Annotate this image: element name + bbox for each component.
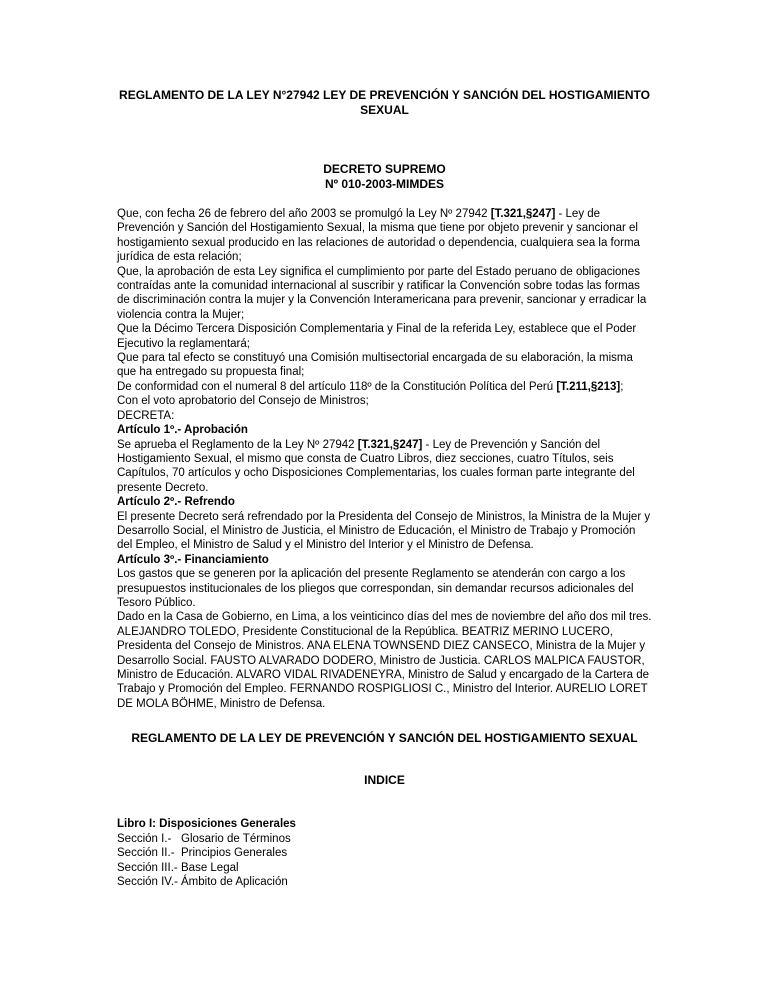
paragraph-segment: Que, con fecha 26 de febrero del año 2003 se promulgó la Ley Nº 27942 xyxy=(117,208,491,220)
decree-heading xyxy=(117,162,652,192)
paragraph xyxy=(117,409,652,423)
paragraph xyxy=(117,265,652,323)
index-entry-title: Principios Generales xyxy=(181,847,288,860)
paragraph xyxy=(117,322,652,351)
decree-line1: DECRETO SUPREMO xyxy=(323,162,446,176)
paragraph xyxy=(117,394,652,408)
paragraph-bold-segment: [T.321,§247] xyxy=(357,438,423,451)
paragraph-segment: - Ley de Prevención y Sanción del Hostigamiento Sexual, el mismo que consta de Cuatro Libros, diez secciones, cuatro Títulos, seis Capítulos, 70 artículos y ocho Disposiciones Complementarias, los cuales forman parte integrante del presente Decreto. xyxy=(117,438,635,494)
index-entry-label: Sección IV.- xyxy=(117,876,178,889)
paragraph-bold-segment: Artículo 2º.- Refrendo xyxy=(117,496,235,509)
paragraph xyxy=(117,625,652,711)
paragraph-segment: DECRETA: xyxy=(117,409,175,422)
index xyxy=(117,817,652,890)
paragraph-segment: Se aprueba el Reglamento de la Ley Nº 27942 xyxy=(117,438,358,451)
document-body xyxy=(117,207,652,711)
paragraph xyxy=(117,351,652,380)
paragraph xyxy=(117,423,652,437)
paragraph xyxy=(117,553,652,567)
index-entry xyxy=(117,861,652,876)
index-heading: INDICE xyxy=(364,773,405,788)
index-entries xyxy=(117,832,652,890)
paragraph-segment: ; xyxy=(620,380,624,393)
index-entry-label: Sección III.- xyxy=(117,861,178,874)
index-entry xyxy=(117,846,652,861)
reglamento-heading: REGLAMENTO DE LA LEY DE PREVENCIÓN Y SANCIÓN DEL HOSTIGAMIENTO SEXUAL xyxy=(131,731,638,746)
index-entry xyxy=(117,875,652,890)
paragraph-bold-segment: Artículo 1º.- Aprobación xyxy=(117,424,248,437)
paragraph-segment: Que para tal efecto se constituyó una Comisión multisectorial encargada de su elaboración, la misma que ha entregado su propuesta final; xyxy=(117,352,633,379)
decree-line2: Nº 010-2003-MIMDES xyxy=(324,177,445,191)
paragraph-segment: ALEJANDRO TOLEDO, Presidente Constitucional de la República. BEATRIZ MERINO LUCERO, Presidenta del Consejo de Ministros. ANA ELENA TOWNSEND DIEZ CANSECO, Ministra de la Mujer y Desarrollo Social. FAUSTO ALVARADO DODERO, Ministro de Justicia. CARLOS MALPICA FAUSTOR, Ministro de Educación. ALVARO VIDAL RIVADENEYRA, Ministro de Salud y encargado de la Cartera de Trabajo y Promoción del Empleo. FERNANDO ROSPIGLIOSI C., Ministro del Interior. AURELIO LORET DE MOLA BÖHME, Ministro de Defensa. xyxy=(117,625,650,710)
document-title: REGLAMENTO DE LA LEY N°27942 LEY DE PREVENCIÓN Y SANCIÓN DEL HOSTIGAMIENTO SEXUAL xyxy=(119,88,650,117)
paragraph-segment: El presente Decreto será refrendado por la Presidenta del Consejo de Ministros, la Ministra de la Mujer y Desarrollo Social, el Ministro de Justicia, el Ministro de Educación, el Ministro de Trabajo y Promoción del Empleo, el Ministro de Salud y el Ministro del Interior y el Ministro de Defensa. xyxy=(117,510,651,552)
index-book-title: Libro I: Disposiciones Generales xyxy=(117,818,296,831)
paragraph xyxy=(117,510,652,553)
index-entry-label: Sección I.- xyxy=(117,832,172,845)
paragraph-segment: - Ley de Prevención y Sanción del Hostigamiento Sexual, la misma que tiene por objeto prevenir y sancionar el hostigamiento sexual producido en las relaciones de autoridad o dependencia, cualquiera sea la forma jurídica de esta relación; xyxy=(117,208,640,264)
paragraph-segment: Dado en la Casa de Gobierno, en Lima, a los veinticinco días del mes de noviembre del año dos mil tres. xyxy=(117,611,652,624)
paragraph-bold-segment: [T.321,§247] xyxy=(490,208,556,220)
paragraph-segment: Con el voto aprobatorio del Consejo de Ministros; xyxy=(117,395,369,408)
paragraph xyxy=(117,207,652,265)
paragraph-bold-segment: Artículo 3º.- Financiamiento xyxy=(117,553,269,566)
paragraph-bold-segment: [T.211,§213] xyxy=(556,380,621,393)
paragraph-segment: Que, la aprobación de esta Ley significa el cumplimiento por parte del Estado peruano de obligaciones contraídas ante la comunidad internacional al suscribir y ratificar la Convención sobre todas las formas de discriminación contra la mujer y la Convención Interamericana para prevenir, sancionar y erradicar la violencia contra la Mujer; xyxy=(117,265,647,321)
index-entry-title: Glosario de Términos xyxy=(181,832,291,845)
paragraph-segment: De conformidad con el numeral 8 del artículo 118º de la Constitución Política del Perú xyxy=(117,380,557,393)
paragraph-segment: Que la Décimo Tercera Disposición Complementaria y Final de la referida Ley, establece que el Poder Ejecutivo la reglamentará; xyxy=(117,323,637,350)
paragraph xyxy=(117,567,652,610)
paragraph-segment: Los gastos que se generen por la aplicación del presente Reglamento se atenderán con cargo a los presupuestos institucionales de los pliegos que correspondan, sin demandar recursos adicionales del Tesoro Público. xyxy=(117,568,634,609)
index-entry-label: Sección II.- xyxy=(117,847,175,860)
index-entry-title: Ámbito de Aplicación xyxy=(181,876,288,889)
paragraph xyxy=(117,495,652,509)
index-entry xyxy=(117,832,652,847)
paragraph xyxy=(117,610,652,624)
index-entry-title: Base Legal xyxy=(181,861,239,874)
paragraph xyxy=(117,438,652,496)
paragraph xyxy=(117,380,652,394)
